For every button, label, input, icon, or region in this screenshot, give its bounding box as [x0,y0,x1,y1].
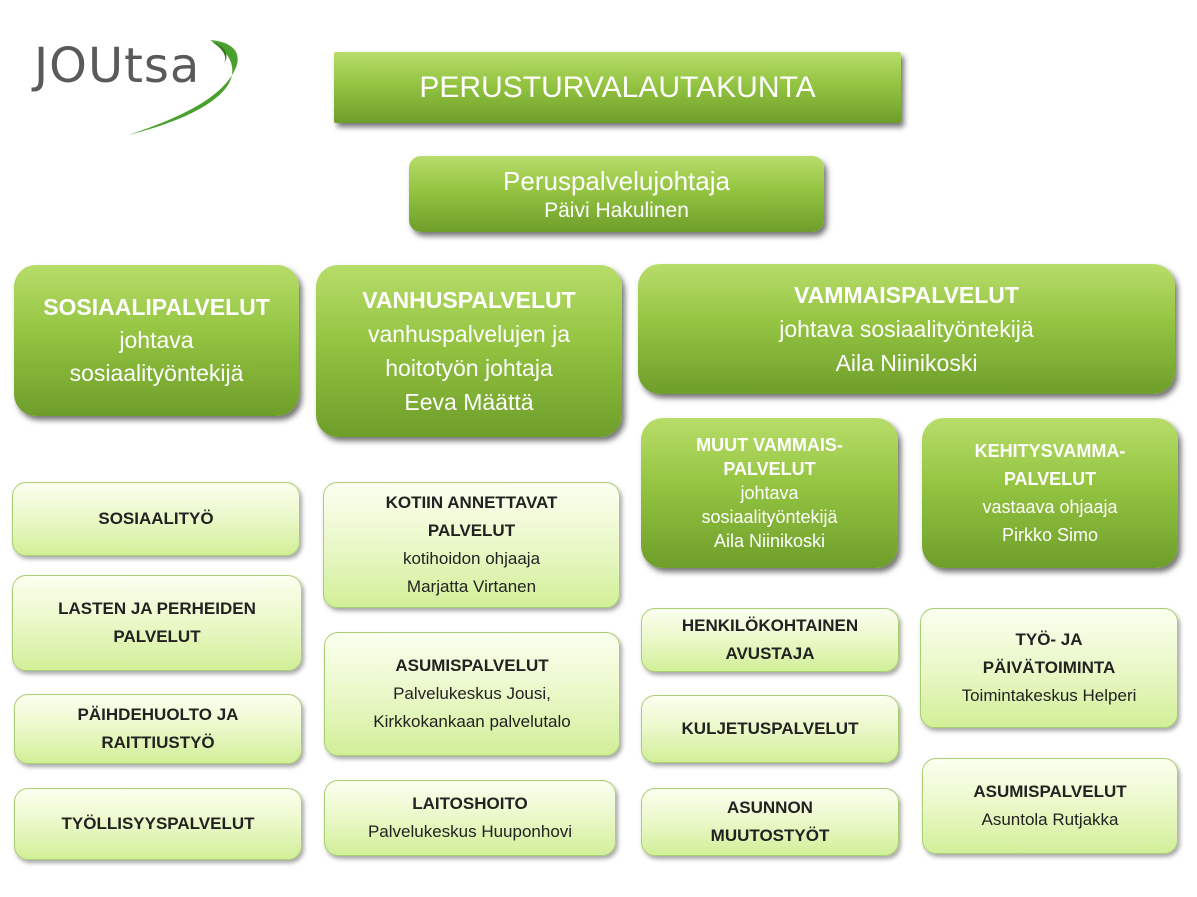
unit-day-activity [920,608,1178,728]
section-social-title: SOSIAALIPALVELUT [43,294,270,320]
unit-institution-title: LAITOSHOITO [412,794,528,813]
subsection-other-line3: Aila Niinikoski [713,531,826,551]
subsection-other-line1: johtava [740,483,799,503]
section-elderly [316,265,622,437]
unit-dev-housing-line1: Asuntola Rutjakka [981,810,1119,829]
board-box [334,52,901,123]
unit-home-care-title2: PALVELUT [427,521,516,540]
unit-day-activity-title1: TYÖ- JA [1015,630,1083,649]
unit-personal-assistant-line2: AVUSTAJA [725,644,815,663]
section-elderly-title: VANHUSPALVELUT [362,287,576,313]
director-name: Päivi Hakulinen [544,198,689,222]
unit-substance-care [14,694,302,764]
unit-day-activity-line1: Toimintakeskus Helperi [961,686,1137,705]
unit-substance-care-line1: PÄIHDEHUOLTO JA [77,705,239,724]
subsection-other-title1: MUUT VAMMAIS- [696,435,843,455]
unit-home-care-line2: Marjatta Virtanen [406,577,537,596]
subsection-other-disability [641,418,898,568]
board-title: PERUSTURVALAUTAKUNTA [419,70,816,104]
section-disability-title: VAMMAISPALVELUT [794,282,1019,308]
unit-dev-housing [922,758,1178,854]
director-box [409,156,824,232]
section-disability-line2: Aila Niinikoski [835,350,978,376]
unit-institution-line1: Palvelukeskus Huuponhovi [367,822,573,841]
section-elderly-line2: hoitotyön johtaja [385,355,553,381]
unit-day-activity-title2: PÄIVÄTOIMINTA [982,658,1116,677]
section-social-line1: johtava [119,327,194,353]
unit-home-care-title1: KOTIIN ANNETTAVAT [385,493,558,512]
unit-social-work [12,482,300,556]
unit-transport-label: KULJETUSPALVELUT [681,719,859,738]
unit-substance-care-line2: RAITTIUSTYÖ [101,733,215,752]
unit-home-care-line1: kotihoidon ohjaaja [402,549,541,568]
unit-elderly-housing-title: ASUMISPALVELUT [395,656,549,675]
unit-dev-housing-title: ASUMISPALVELUT [973,782,1127,801]
section-elderly-line1: vanhuspalvelujen ja [367,321,571,347]
section-disability-line1: johtava sosiaalityöntekijä [779,316,1034,342]
unit-family-services [12,575,302,671]
subsection-dev-line2: Pirkko Simo [1001,525,1099,545]
unit-personal-assistant [641,608,899,672]
section-elderly-line3: Eeva Määttä [404,389,534,415]
unit-personal-assistant-line1: HENKILÖKOHTAINEN [681,616,859,635]
unit-elderly-housing-line1: Palvelukeskus Jousi, [393,684,551,703]
subsection-other-title2: PALVELUT [723,459,816,479]
unit-social-work-label: SOSIAALITYÖ [98,509,214,528]
logo-text: JOUtsa [34,38,201,94]
section-disability [638,264,1175,394]
unit-housing-modifications-line2: MUUTOSTYÖT [710,826,830,845]
unit-elderly-housing [324,632,620,756]
subsection-other-line2: sosiaalityöntekijä [701,507,838,527]
unit-employment [14,788,302,860]
subsection-dev-title1: KEHITYSVAMMA- [974,441,1126,461]
unit-employment-label: TYÖLLISYYSPALVELUT [61,814,255,833]
section-social-line2: sosiaalityöntekijä [69,360,244,386]
director-title: Peruspalvelujohtaja [503,165,730,196]
unit-family-services-line1: LASTEN JA PERHEIDEN [58,599,256,618]
subsection-dev-title2: PALVELUT [1003,469,1097,489]
unit-home-care [323,482,620,608]
unit-housing-modifications-line1: ASUNNON [727,798,813,817]
subsection-dev-line1: vastaava ohjaaja [982,497,1118,517]
unit-transport [641,695,899,763]
unit-institution [324,780,616,856]
section-social [14,265,299,416]
unit-family-services-line2: PALVELUT [113,627,201,646]
subsection-developmental [922,418,1178,568]
logo-swoosh-icon [120,30,260,140]
unit-housing-modifications [641,788,899,856]
unit-elderly-housing-line2: Kirkkokankaan palvelutalo [373,712,571,731]
